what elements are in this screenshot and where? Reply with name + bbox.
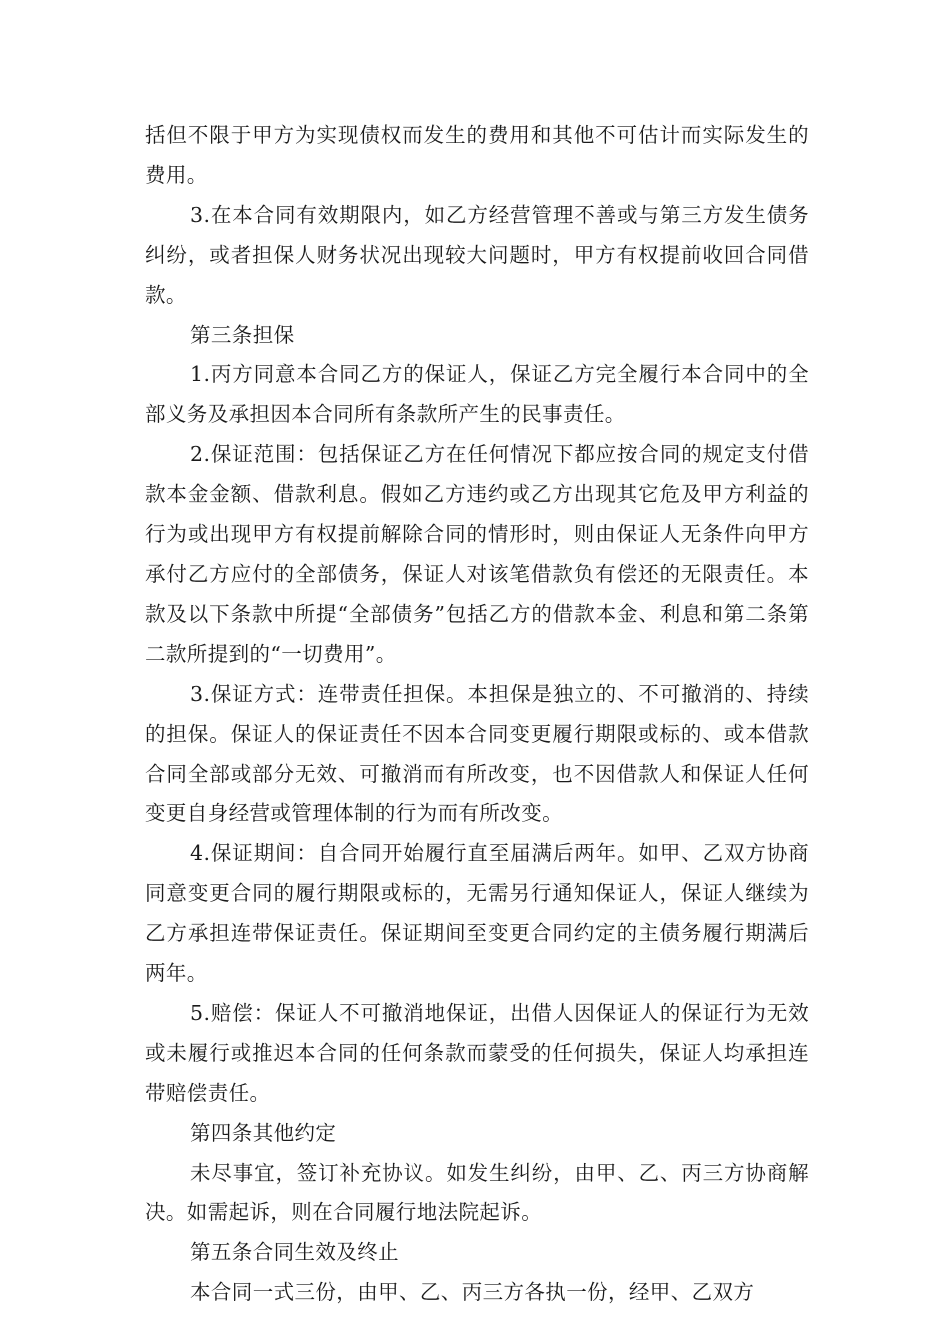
paragraph-clause-3-2: 2.保证范围：包括保证乙方在任何情况下都应按合同的规定支付借款本金金额、借款利息。假如乙方违约或乙方出现其它危及甲方利益的行为或出现甲方有权提前解除合同的情形时，则由保证人无条件向甲方承付乙方应付的全部债务，保证人对该笔借款负有偿还的无限责任。本款及以下条款中所提“全部债务”包括乙方的借款本金、利息和第二条第二款所提到的“一切费用”。 (145, 442, 809, 666)
paragraph-continuation: 括但不限于甲方为实现债权而发生的费用和其他不可估计而实际发生的费用。 (145, 123, 809, 187)
paragraph-clause-3-3: 3.保证方式：连带责任担保。本担保是独立的、不可撤消的、持续的担保。保证人的保证责任不因本合同变更履行期限或标的、或本借款合同全部或部分无效、可撤消而有所改变，也不因借款人和保证人任何变更自身经营或管理体制的行为而有所改变。 (145, 681, 809, 826)
document-body (145, 116, 809, 1313)
paragraph-clause-3-5: 5.赔偿：保证人不可撤消地保证，出借人因保证人的保证行为无效或未履行或推迟本合同的任何条款而蒙受的任何损失，保证人均承担连带赔偿责任。 (145, 1000, 809, 1105)
paragraph-clause-3-4: 4.保证期间：自合同开始履行直至届满后两年。如甲、乙双方协商同意变更合同的履行期限或标的，无需另行通知保证人，保证人继续为乙方承担连带保证责任。保证期间至变更合同约定的主债务履行期满后两年。 (145, 841, 809, 986)
paragraph-article-4: 未尽事宜，签订补充协议。如发生纠纷，由甲、乙、丙三方协商解决。如需起诉，则在合同履行地法院起诉。 (145, 1160, 809, 1225)
paragraph-clause-2-3: 3.在本合同有效期限内，如乙方经营管理不善或与第三方发生债务纠纷，或者担保人财务状况出现较大问题时，甲方有权提前收回合同借款。 (145, 202, 809, 307)
paragraph-clause-3-1: 1.丙方同意本合同乙方的保证人，保证乙方完全履行本合同中的全部义务及承担因本合同所有条款所产生的民事责任。 (145, 362, 809, 427)
paragraph-article-5: 本合同一式三份，由甲、乙、丙三方各执一份，经甲、乙双方 (190, 1280, 755, 1305)
section-heading-article-4: 第四条其他约定 (190, 1120, 337, 1145)
section-heading-article-3: 第三条担保 (190, 322, 295, 347)
section-heading-article-5: 第五条合同生效及终止 (190, 1240, 399, 1265)
